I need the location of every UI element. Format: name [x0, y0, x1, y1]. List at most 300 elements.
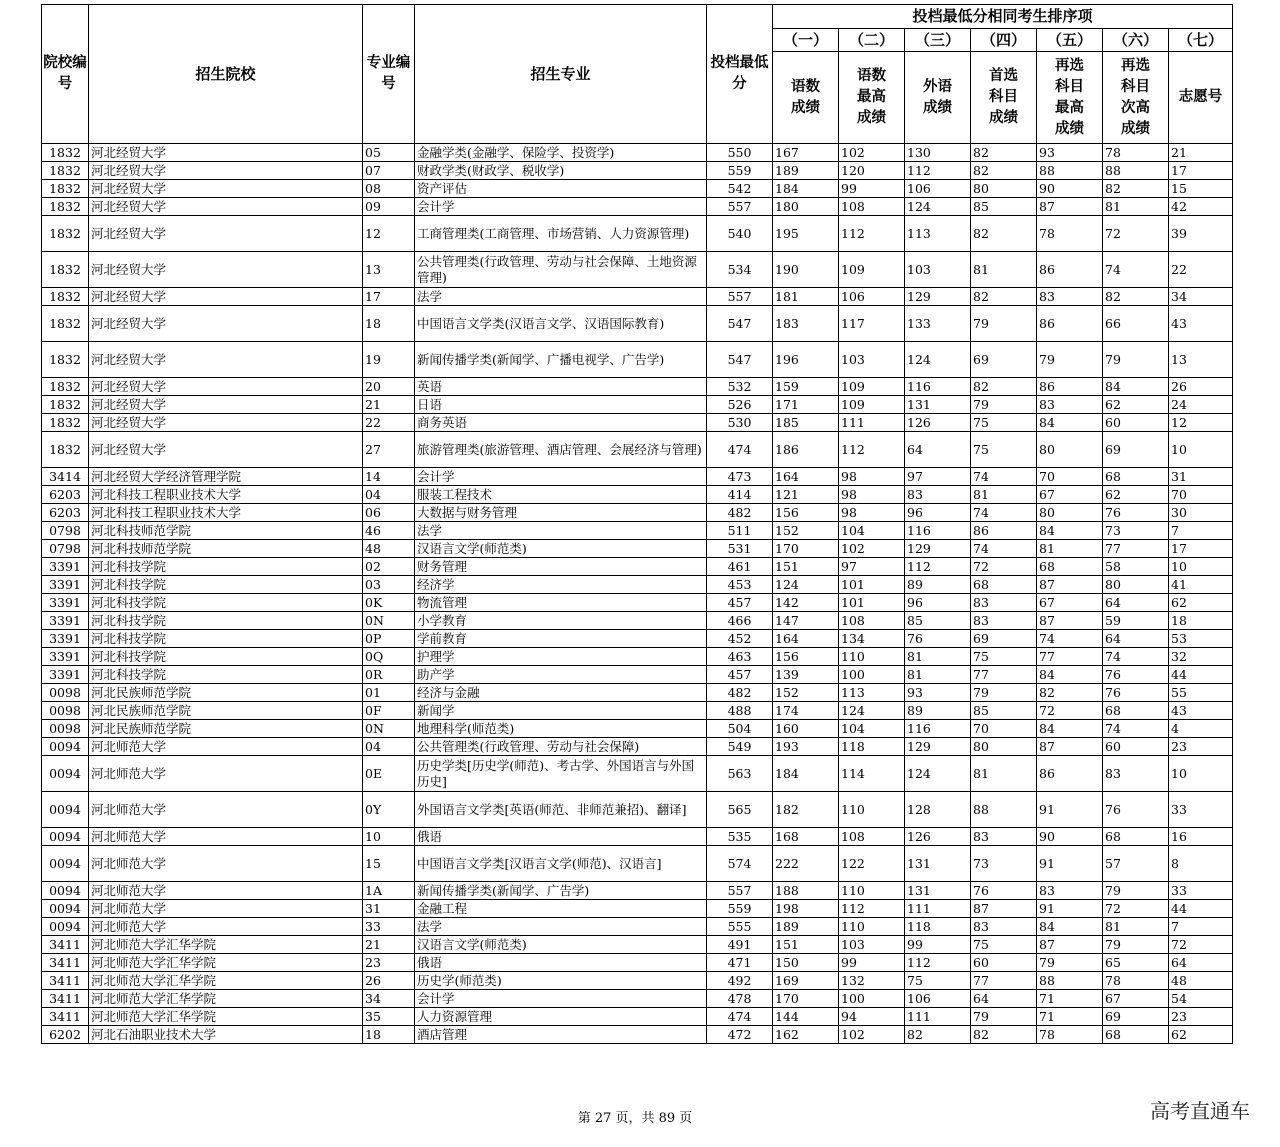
major-name-cell: 中国语言文学类(汉语言文学、汉语国际教育): [415, 306, 707, 342]
school-code-cell: 0798: [42, 522, 89, 540]
header-tiebreak-label: 首选科目成绩: [971, 52, 1037, 144]
table-row: [42, 414, 1233, 432]
choice-number-cell: 55: [1169, 684, 1233, 702]
table-row: [42, 504, 1233, 522]
major-code-cell: 33: [363, 918, 415, 936]
yushu-score-cell: 159: [773, 378, 839, 396]
table-row: [42, 972, 1233, 990]
second-subject-max-cell: 87: [1037, 738, 1103, 756]
second-subject-max-cell: 83: [1037, 288, 1103, 306]
table-row: [42, 684, 1233, 702]
choice-number-cell: 32: [1169, 648, 1233, 666]
choice-number-cell: 15: [1169, 180, 1233, 198]
yushu-score-cell: 167: [773, 144, 839, 162]
school-code-cell: 0798: [42, 540, 89, 558]
yushu-score-cell: 164: [773, 630, 839, 648]
yushu-score-cell: 152: [773, 684, 839, 702]
major-code-cell: 08: [363, 180, 415, 198]
major-name-cell: 法学: [415, 288, 707, 306]
second-subject-next-cell: 57: [1103, 846, 1169, 882]
second-subject-next-cell: 68: [1103, 702, 1169, 720]
first-subject-cell: 82: [971, 378, 1037, 396]
school-code-cell: 0094: [42, 846, 89, 882]
second-subject-max-cell: 70: [1037, 468, 1103, 486]
major-code-cell: 48: [363, 540, 415, 558]
school-code-cell: 3411: [42, 954, 89, 972]
school-code-cell: 1832: [42, 414, 89, 432]
school-name-cell: 河北石油职业技术大学: [89, 1026, 363, 1044]
major-name-cell: 商务英语: [415, 414, 707, 432]
foreign-lang-cell: 76: [905, 630, 971, 648]
school-code-cell: 0094: [42, 882, 89, 900]
school-name-cell: 河北师范大学汇华学院: [89, 990, 363, 1008]
second-subject-max-cell: 90: [1037, 828, 1103, 846]
major-name-cell: 物流管理: [415, 594, 707, 612]
school-name-cell: 河北科技学院: [89, 558, 363, 576]
header-tiebreak-number: （四）: [971, 29, 1037, 52]
first-subject-cell: 80: [971, 180, 1037, 198]
major-code-cell: 17: [363, 288, 415, 306]
min-score-cell: 452: [707, 630, 773, 648]
table-row: [42, 558, 1233, 576]
header-tiebreak-number: （七）: [1169, 29, 1233, 52]
yushu-max-cell: 101: [839, 594, 905, 612]
major-name-cell: 公共管理类(行政管理、劳动与社会保障): [415, 738, 707, 756]
major-code-cell: 21: [363, 396, 415, 414]
choice-number-cell: 41: [1169, 576, 1233, 594]
first-subject-cell: 81: [971, 252, 1037, 288]
choice-number-cell: 13: [1169, 342, 1233, 378]
school-code-cell: 1832: [42, 432, 89, 468]
table-row: [42, 540, 1233, 558]
second-subject-next-cell: 83: [1103, 756, 1169, 792]
second-subject-next-cell: 64: [1103, 630, 1169, 648]
first-subject-cell: 69: [971, 342, 1037, 378]
school-name-cell: 河北经贸大学: [89, 216, 363, 252]
table-row: [42, 648, 1233, 666]
second-subject-next-cell: 78: [1103, 144, 1169, 162]
table-row: [42, 1026, 1233, 1044]
major-name-cell: 地理科学(师范类): [415, 720, 707, 738]
first-subject-cell: 85: [971, 198, 1037, 216]
choice-number-cell: 53: [1169, 630, 1233, 648]
yushu-max-cell: 103: [839, 342, 905, 378]
table-row: [42, 594, 1233, 612]
min-score-cell: 534: [707, 252, 773, 288]
school-code-cell: 3411: [42, 990, 89, 1008]
second-subject-next-cell: 74: [1103, 720, 1169, 738]
foreign-lang-cell: 116: [905, 522, 971, 540]
second-subject-max-cell: 86: [1037, 756, 1103, 792]
major-code-cell: 0R: [363, 666, 415, 684]
first-subject-cell: 73: [971, 846, 1037, 882]
second-subject-next-cell: 82: [1103, 288, 1169, 306]
choice-number-cell: 43: [1169, 702, 1233, 720]
second-subject-next-cell: 59: [1103, 612, 1169, 630]
second-subject-max-cell: 81: [1037, 540, 1103, 558]
major-code-cell: 13: [363, 252, 415, 288]
school-code-cell: 3391: [42, 666, 89, 684]
second-subject-max-cell: 80: [1037, 504, 1103, 522]
choice-number-cell: 31: [1169, 468, 1233, 486]
first-subject-cell: 64: [971, 990, 1037, 1008]
table-row: [42, 792, 1233, 828]
second-subject-max-cell: 91: [1037, 900, 1103, 918]
second-subject-next-cell: 68: [1103, 1026, 1169, 1044]
header-tiebreak-label: 外语成绩: [905, 52, 971, 144]
major-code-cell: 0F: [363, 702, 415, 720]
yushu-max-cell: 132: [839, 972, 905, 990]
choice-number-cell: 24: [1169, 396, 1233, 414]
page-number: 第 27 页，共 89 页: [577, 1111, 693, 1126]
school-code-cell: 1832: [42, 396, 89, 414]
second-subject-next-cell: 67: [1103, 990, 1169, 1008]
yushu-max-cell: 104: [839, 720, 905, 738]
second-subject-max-cell: 84: [1037, 414, 1103, 432]
first-subject-cell: 79: [971, 1008, 1037, 1026]
school-name-cell: 河北经贸大学: [89, 396, 363, 414]
min-score-cell: 557: [707, 198, 773, 216]
min-score-cell: 542: [707, 180, 773, 198]
yushu-score-cell: 222: [773, 846, 839, 882]
first-subject-cell: 83: [971, 612, 1037, 630]
yushu-score-cell: 195: [773, 216, 839, 252]
school-name-cell: 河北经贸大学: [89, 198, 363, 216]
choice-number-cell: 7: [1169, 522, 1233, 540]
school-code-cell: 3391: [42, 612, 89, 630]
second-subject-next-cell: 81: [1103, 918, 1169, 936]
second-subject-max-cell: 79: [1037, 342, 1103, 378]
yushu-score-cell: 181: [773, 288, 839, 306]
min-score-cell: 559: [707, 162, 773, 180]
first-subject-cell: 82: [971, 288, 1037, 306]
first-subject-cell: 60: [971, 954, 1037, 972]
yushu-max-cell: 108: [839, 198, 905, 216]
major-name-cell: 大数据与财务管理: [415, 504, 707, 522]
second-subject-max-cell: 67: [1037, 486, 1103, 504]
foreign-lang-cell: 126: [905, 414, 971, 432]
major-name-cell: 助产学: [415, 666, 707, 684]
min-score-cell: 563: [707, 756, 773, 792]
choice-number-cell: 64: [1169, 954, 1233, 972]
school-name-cell: 河北师范大学汇华学院: [89, 972, 363, 990]
school-name-cell: 河北科技学院: [89, 648, 363, 666]
school-name-cell: 河北经贸大学经济管理学院: [89, 468, 363, 486]
first-subject-cell: 82: [971, 162, 1037, 180]
major-name-cell: 工商管理类(工商管理、市场营销、人力资源管理): [415, 216, 707, 252]
second-subject-max-cell: 93: [1037, 144, 1103, 162]
yushu-score-cell: 171: [773, 396, 839, 414]
first-subject-cell: 87: [971, 900, 1037, 918]
major-code-cell: 31: [363, 900, 415, 918]
yushu-max-cell: 99: [839, 954, 905, 972]
yushu-score-cell: 162: [773, 1026, 839, 1044]
major-name-cell: 服装工程技术: [415, 486, 707, 504]
yushu-max-cell: 113: [839, 684, 905, 702]
second-subject-next-cell: 68: [1103, 468, 1169, 486]
first-subject-cell: 75: [971, 414, 1037, 432]
foreign-lang-cell: 99: [905, 936, 971, 954]
min-score-cell: 530: [707, 414, 773, 432]
school-name-cell: 河北师范大学汇华学院: [89, 1008, 363, 1026]
choice-number-cell: 10: [1169, 756, 1233, 792]
major-name-cell: 俄语: [415, 954, 707, 972]
school-name-cell: 河北经贸大学: [89, 432, 363, 468]
major-name-cell: 汉语言文学(师范类): [415, 936, 707, 954]
min-score-cell: 532: [707, 378, 773, 396]
min-score-cell: 549: [707, 738, 773, 756]
yushu-score-cell: 180: [773, 198, 839, 216]
major-code-cell: 09: [363, 198, 415, 216]
table-row: [42, 882, 1233, 900]
min-score-cell: 474: [707, 1008, 773, 1026]
foreign-lang-cell: 106: [905, 180, 971, 198]
second-subject-next-cell: 72: [1103, 900, 1169, 918]
school-name-cell: 河北师范大学: [89, 792, 363, 828]
second-subject-next-cell: 77: [1103, 540, 1169, 558]
foreign-lang-cell: 112: [905, 162, 971, 180]
school-code-cell: 1832: [42, 216, 89, 252]
yushu-score-cell: 169: [773, 972, 839, 990]
school-name-cell: 河北师范大学: [89, 900, 363, 918]
school-name-cell: 河北师范大学: [89, 918, 363, 936]
major-name-cell: 小学教育: [415, 612, 707, 630]
second-subject-max-cell: 90: [1037, 180, 1103, 198]
min-score-cell: 457: [707, 594, 773, 612]
first-subject-cell: 72: [971, 558, 1037, 576]
yushu-score-cell: 189: [773, 162, 839, 180]
yushu-max-cell: 98: [839, 504, 905, 522]
min-score-cell: 482: [707, 684, 773, 702]
table-row: [42, 198, 1233, 216]
choice-number-cell: 22: [1169, 252, 1233, 288]
school-code-cell: 1832: [42, 378, 89, 396]
second-subject-next-cell: 88: [1103, 162, 1169, 180]
min-score-cell: 474: [707, 432, 773, 468]
school-name-cell: 河北经贸大学: [89, 162, 363, 180]
table-row: [42, 900, 1233, 918]
choice-number-cell: 17: [1169, 162, 1233, 180]
school-code-cell: 0098: [42, 720, 89, 738]
school-name-cell: 河北师范大学: [89, 756, 363, 792]
yushu-score-cell: 139: [773, 666, 839, 684]
table-row: [42, 756, 1233, 792]
yushu-max-cell: 98: [839, 468, 905, 486]
choice-number-cell: 33: [1169, 882, 1233, 900]
yushu-score-cell: 151: [773, 558, 839, 576]
foreign-lang-cell: 131: [905, 396, 971, 414]
major-name-cell: 资产评估: [415, 180, 707, 198]
school-name-cell: 河北师范大学: [89, 846, 363, 882]
yushu-score-cell: 150: [773, 954, 839, 972]
foreign-lang-cell: 118: [905, 918, 971, 936]
first-subject-cell: 79: [971, 396, 1037, 414]
table-row: [42, 936, 1233, 954]
yushu-max-cell: 98: [839, 486, 905, 504]
school-code-cell: 3411: [42, 1008, 89, 1026]
second-subject-max-cell: 84: [1037, 522, 1103, 540]
foreign-lang-cell: 124: [905, 198, 971, 216]
min-score-cell: 492: [707, 972, 773, 990]
foreign-lang-cell: 111: [905, 900, 971, 918]
major-code-cell: 10: [363, 828, 415, 846]
table-row: [42, 846, 1233, 882]
foreign-lang-cell: 112: [905, 954, 971, 972]
second-subject-max-cell: 78: [1037, 216, 1103, 252]
foreign-lang-cell: 81: [905, 648, 971, 666]
yushu-max-cell: 100: [839, 990, 905, 1008]
header-tiebreak-title: 投档最低分相同考生排序项: [773, 5, 1233, 29]
major-name-cell: 会计学: [415, 990, 707, 1008]
foreign-lang-cell: 111: [905, 1008, 971, 1026]
major-name-cell: 会计学: [415, 198, 707, 216]
yushu-score-cell: 142: [773, 594, 839, 612]
foreign-lang-cell: 97: [905, 468, 971, 486]
choice-number-cell: 70: [1169, 486, 1233, 504]
min-score-cell: 457: [707, 666, 773, 684]
foreign-lang-cell: 124: [905, 342, 971, 378]
header-tiebreak-label: 再选科目次高成绩: [1103, 52, 1169, 144]
min-score-cell: 473: [707, 468, 773, 486]
foreign-lang-cell: 131: [905, 882, 971, 900]
foreign-lang-cell: 103: [905, 252, 971, 288]
min-score-cell: 557: [707, 882, 773, 900]
header-tiebreak-number: （六）: [1103, 29, 1169, 52]
foreign-lang-cell: 75: [905, 972, 971, 990]
choice-number-cell: 26: [1169, 378, 1233, 396]
yushu-max-cell: 108: [839, 612, 905, 630]
yushu-score-cell: 193: [773, 738, 839, 756]
min-score-cell: 453: [707, 576, 773, 594]
major-code-cell: 07: [363, 162, 415, 180]
major-name-cell: 财政学类(财政学、税收学): [415, 162, 707, 180]
second-subject-next-cell: 76: [1103, 504, 1169, 522]
choice-number-cell: 23: [1169, 738, 1233, 756]
header-tiebreak-label: 再选科目最高成绩: [1037, 52, 1103, 144]
second-subject-next-cell: 76: [1103, 792, 1169, 828]
yushu-score-cell: 196: [773, 342, 839, 378]
school-name-cell: 河北科技学院: [89, 666, 363, 684]
yushu-max-cell: 122: [839, 846, 905, 882]
first-subject-cell: 81: [971, 756, 1037, 792]
school-code-cell: 1832: [42, 162, 89, 180]
school-code-cell: 1832: [42, 144, 89, 162]
second-subject-max-cell: 88: [1037, 972, 1103, 990]
yushu-max-cell: 118: [839, 738, 905, 756]
school-name-cell: 河北民族师范学院: [89, 720, 363, 738]
yushu-score-cell: 186: [773, 432, 839, 468]
school-code-cell: 0098: [42, 702, 89, 720]
school-code-cell: 1832: [42, 288, 89, 306]
first-subject-cell: 82: [971, 144, 1037, 162]
choice-number-cell: 34: [1169, 288, 1233, 306]
major-code-cell: 0N: [363, 720, 415, 738]
foreign-lang-cell: 96: [905, 504, 971, 522]
yushu-max-cell: 112: [839, 432, 905, 468]
first-subject-cell: 70: [971, 720, 1037, 738]
header-tiebreak-number: （二）: [839, 29, 905, 52]
choice-number-cell: 72: [1169, 936, 1233, 954]
second-subject-next-cell: 65: [1103, 954, 1169, 972]
min-score-cell: 488: [707, 702, 773, 720]
table-row: [42, 288, 1233, 306]
foreign-lang-cell: 89: [905, 702, 971, 720]
foreign-lang-cell: 116: [905, 378, 971, 396]
school-code-cell: 1832: [42, 252, 89, 288]
major-name-cell: 历史学(师范类): [415, 972, 707, 990]
major-code-cell: 26: [363, 972, 415, 990]
choice-number-cell: 17: [1169, 540, 1233, 558]
yushu-max-cell: 110: [839, 648, 905, 666]
table-row: [42, 432, 1233, 468]
major-name-cell: 护理学: [415, 648, 707, 666]
school-code-cell: 1832: [42, 198, 89, 216]
second-subject-max-cell: 83: [1037, 882, 1103, 900]
school-name-cell: 河北科技工程职业技术大学: [89, 486, 363, 504]
table-row: [42, 396, 1233, 414]
major-code-cell: 18: [363, 1026, 415, 1044]
first-subject-cell: 74: [971, 540, 1037, 558]
min-score-cell: 547: [707, 342, 773, 378]
first-subject-cell: 74: [971, 504, 1037, 522]
yushu-max-cell: 106: [839, 288, 905, 306]
yushu-score-cell: 170: [773, 540, 839, 558]
table-row: [42, 828, 1233, 846]
yushu-score-cell: 198: [773, 900, 839, 918]
school-code-cell: 0094: [42, 756, 89, 792]
choice-number-cell: 44: [1169, 900, 1233, 918]
major-code-cell: 35: [363, 1008, 415, 1026]
yushu-max-cell: 102: [839, 540, 905, 558]
second-subject-next-cell: 66: [1103, 306, 1169, 342]
yushu-score-cell: 160: [773, 720, 839, 738]
major-code-cell: 22: [363, 414, 415, 432]
school-name-cell: 河北科技学院: [89, 630, 363, 648]
foreign-lang-cell: 93: [905, 684, 971, 702]
school-name-cell: 河北经贸大学: [89, 144, 363, 162]
school-code-cell: 6203: [42, 504, 89, 522]
major-code-cell: 0K: [363, 594, 415, 612]
school-code-cell: 1832: [42, 180, 89, 198]
table-row: [42, 342, 1233, 378]
yushu-max-cell: 112: [839, 216, 905, 252]
school-code-cell: 0094: [42, 738, 89, 756]
min-score-cell: 461: [707, 558, 773, 576]
second-subject-max-cell: 84: [1037, 720, 1103, 738]
choice-number-cell: 23: [1169, 1008, 1233, 1026]
yushu-score-cell: 182: [773, 792, 839, 828]
table-row: [42, 702, 1233, 720]
table-row: [42, 1008, 1233, 1026]
first-subject-cell: 79: [971, 684, 1037, 702]
yushu-score-cell: 188: [773, 882, 839, 900]
first-subject-cell: 75: [971, 432, 1037, 468]
foreign-lang-cell: 106: [905, 990, 971, 1008]
header-major-name: 招生专业: [415, 5, 707, 144]
choice-number-cell: 33: [1169, 792, 1233, 828]
major-name-cell: 人力资源管理: [415, 1008, 707, 1026]
second-subject-max-cell: 74: [1037, 630, 1103, 648]
school-code-cell: 0094: [42, 828, 89, 846]
yushu-max-cell: 102: [839, 1026, 905, 1044]
first-subject-cell: 74: [971, 468, 1037, 486]
foreign-lang-cell: 131: [905, 846, 971, 882]
yushu-max-cell: 100: [839, 666, 905, 684]
foreign-lang-cell: 64: [905, 432, 971, 468]
choice-number-cell: 62: [1169, 594, 1233, 612]
major-name-cell: 会计学: [415, 468, 707, 486]
major-code-cell: 46: [363, 522, 415, 540]
